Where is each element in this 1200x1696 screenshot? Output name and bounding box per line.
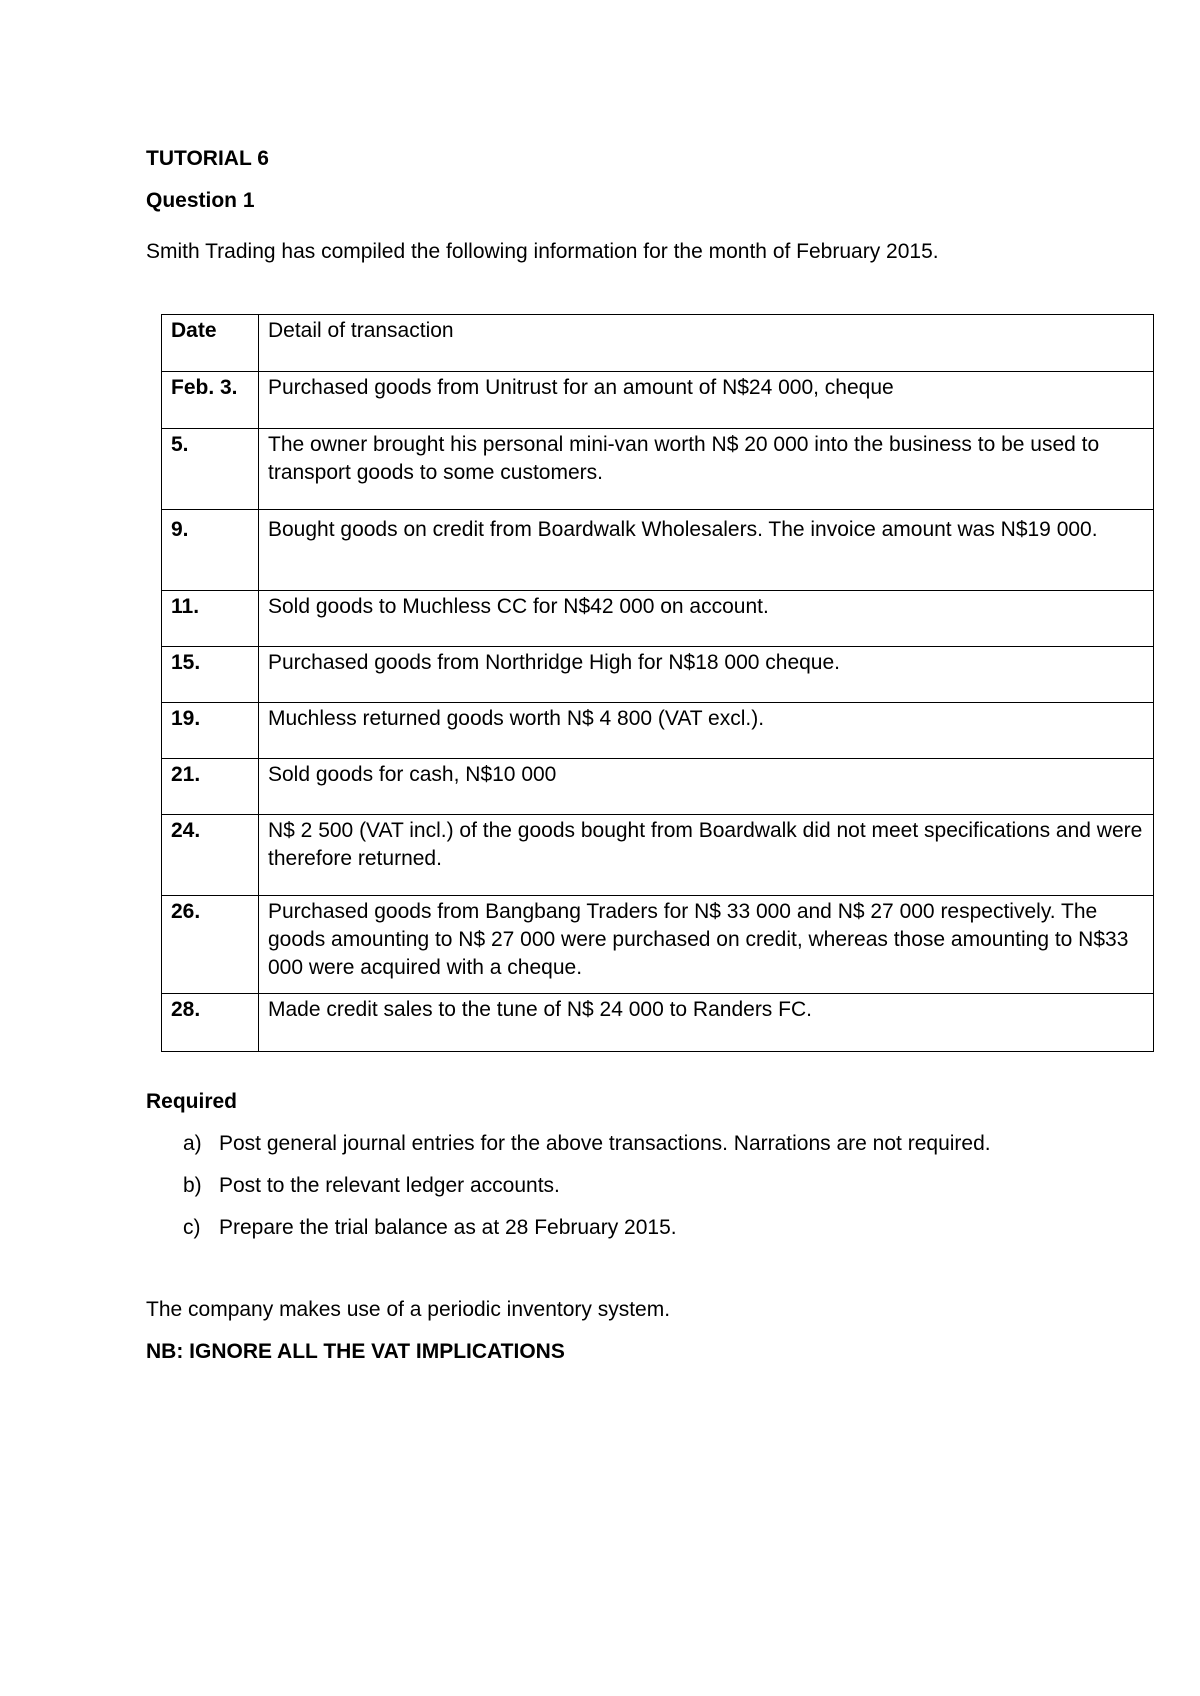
header-date: Date bbox=[162, 315, 259, 372]
table-row bbox=[162, 703, 1154, 759]
list-item-text: Post general journal entries for the above transactions. Narrations are not required. bbox=[219, 1132, 991, 1155]
row-date: 11. bbox=[162, 591, 259, 647]
row-date: 15. bbox=[162, 647, 259, 703]
header-detail: Detail of transaction bbox=[259, 315, 1154, 372]
row-date: 9. bbox=[162, 510, 259, 591]
row-detail: Purchased goods from Unitrust for an amount of N$24 000, cheque bbox=[259, 372, 1154, 429]
row-date: Feb. 3. bbox=[162, 372, 259, 429]
table-row bbox=[162, 591, 1154, 647]
table-row bbox=[162, 815, 1154, 896]
row-date: 24. bbox=[162, 815, 259, 896]
row-detail: Bought goods on credit from Boardwalk Wholesalers. The invoice amount was N$19 000. bbox=[259, 510, 1154, 591]
required-list bbox=[146, 1123, 1046, 1249]
vat-note: NB: IGNORE ALL THE VAT IMPLICATIONS bbox=[146, 1340, 565, 1363]
table-row bbox=[162, 429, 1154, 510]
row-detail: Sold goods for cash, N$10 000 bbox=[259, 759, 1154, 815]
list-marker: c) bbox=[183, 1216, 201, 1239]
table-row bbox=[162, 510, 1154, 591]
row-detail: Purchased goods from Bangbang Traders for N$ 33 000 and N$ 27 000 respectively. The goods amounting to N$ 27 000 were purchased on credit, whereas those amounting to N$33 000 were acquired with a cheque. bbox=[259, 896, 1154, 994]
table-header-row bbox=[162, 315, 1154, 372]
table-row bbox=[162, 759, 1154, 815]
list-marker: b) bbox=[183, 1174, 202, 1197]
row-date: 19. bbox=[162, 703, 259, 759]
row-date: 5. bbox=[162, 429, 259, 510]
row-date: 21. bbox=[162, 759, 259, 815]
list-marker: a) bbox=[183, 1132, 202, 1155]
transactions-table bbox=[161, 314, 1154, 1052]
row-date: 28. bbox=[162, 994, 259, 1052]
row-detail: The owner brought his personal mini-van worth N$ 20 000 into the business to be used to transport goods to some customers. bbox=[259, 429, 1154, 510]
row-detail: Sold goods to Muchless CC for N$42 000 on account. bbox=[259, 591, 1154, 647]
table-row bbox=[162, 994, 1154, 1052]
question-heading: Question 1 bbox=[146, 189, 255, 212]
row-detail: N$ 2 500 (VAT incl.) of the goods bought from Boardwalk did not meet specifications and were therefore returned. bbox=[259, 815, 1154, 896]
row-detail: Made credit sales to the tune of N$ 24 000 to Randers FC. bbox=[259, 994, 1154, 1052]
intro-paragraph: Smith Trading has compiled the following information for the month of February 2015. bbox=[146, 240, 939, 263]
row-date: 26. bbox=[162, 896, 259, 994]
required-heading: Required bbox=[146, 1090, 238, 1113]
page-title: TUTORIAL 6 bbox=[146, 147, 269, 170]
list-item-text: Prepare the trial balance as at 28 February 2015. bbox=[219, 1216, 677, 1239]
list-item bbox=[146, 1165, 1046, 1207]
list-item bbox=[146, 1123, 1046, 1165]
list-item-text: Post to the relevant ledger accounts. bbox=[219, 1174, 560, 1197]
row-detail: Muchless returned goods worth N$ 4 800 (VAT excl.). bbox=[259, 703, 1154, 759]
table-row bbox=[162, 896, 1154, 994]
table-row bbox=[162, 647, 1154, 703]
table-row bbox=[162, 372, 1154, 429]
list-item bbox=[146, 1207, 1046, 1249]
inventory-system-note: The company makes use of a periodic inventory system. bbox=[146, 1298, 671, 1321]
row-detail: Purchased goods from Northridge High for N$18 000 cheque. bbox=[259, 647, 1154, 703]
